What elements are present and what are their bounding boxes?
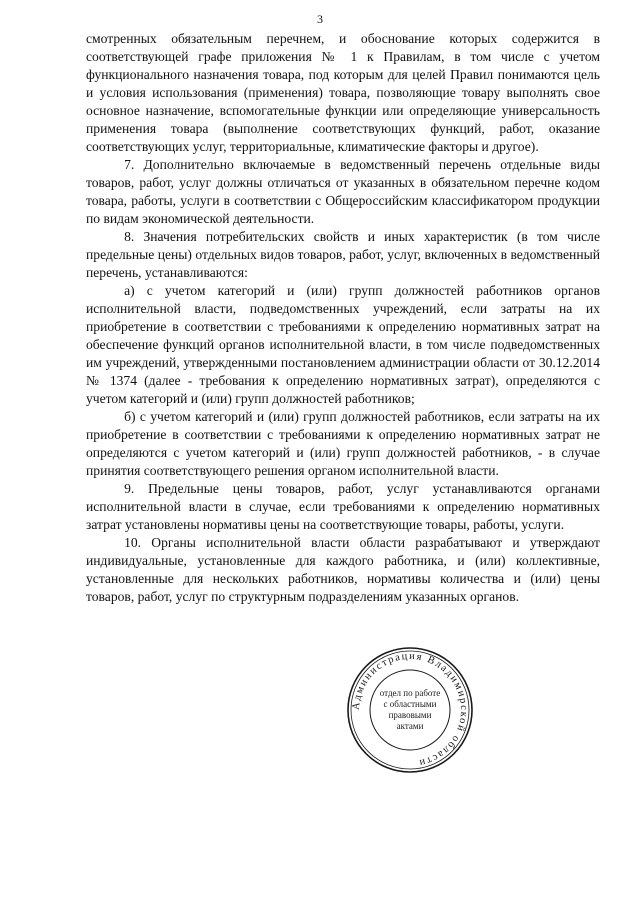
paragraph-continuation: смотренных обязательным перечнем, и обоснование которых содержится в соответствующей графе приложения № 1 к Правилам, в том числе с учетом функционального назначения товара, под которым для целей Правил понимаются цель и условия использования (применения) товара, позволяющие товару выполнять свое основное назначение, вспомогательные функции или определяющие универсальность применения товара (выполнение соответствующих функций, работ, оказание соответствующих услуг, территориальные, климатические факторы и другое). — [86, 31, 600, 154]
paragraph-8b: б) с учетом категорий и (или) групп должностей работников, если затраты на их приобретение в соответствии с требованиями к определению нормативных затрат не определяются с учетом категорий и (или) групп должностей работников, - в случае принятия соответствующего решения органом исполнительной власти. — [86, 409, 600, 478]
seal-center-line: актами — [396, 721, 424, 731]
page-number: 3 — [317, 12, 323, 26]
paragraph-9: 9. Предельные цены товаров, работ, услуг устанавливаются органами исполнительной власти в случае, если требованиями к определению нормативных затрат установлены нормативы цены на соответствующие товары, работы, услуги. — [86, 481, 600, 532]
seal-center-line: правовыми — [388, 710, 432, 720]
seal-graphic — [345, 645, 475, 775]
paragraph-10: 10. Органы исполнительной власти области разрабатывают и утверждают индивидуальные, установленные для каждого работника, и (или) коллективные, установленные для нескольких работников, нормативы количества и (или) цены товаров, работ, услуг по структурным подразделениям указанных органов. — [86, 535, 600, 604]
paragraph-7: 7. Дополнительно включаемые в ведомственный перечень отдельные виды товаров, работ, услуг должны отличаться от указанных в обязательном перечне кодом товара, работы, услуги в соответствии с Общероссийским классификатором продукции по видам экономической деятельности. — [86, 157, 600, 226]
official-seal-stamp — [345, 645, 475, 775]
paragraph-8: 8. Значения потребительских свойств и иных характеристик (в том числе предельные цены) отдельных видов товаров, работ, услуг, включенных в ведомственный перечень, устанавливаются: — [86, 229, 601, 280]
seal-ring-text: Администрация Владимирской области — [350, 650, 470, 769]
document-body — [86, 30, 600, 606]
paragraph-8a: а) с учетом категорий и (или) групп должностей работников органов исполнительной власти, подведомственных учреждений, если затраты на их приобретение в соответствии с требованиями к определению нормативных затрат на обеспечение функций органов исполнительной власти, в том числе подведомственных им учреждений, утвержденными постановлением администрации области от 30.12.2014 № 1374 (далее - требования к определению нормативных затрат), определяются с учетом категорий и (или) групп должностей работников; — [86, 283, 600, 406]
seal-center-line: отдел по работе — [379, 688, 441, 698]
seal-center-line: с областными — [383, 699, 437, 709]
